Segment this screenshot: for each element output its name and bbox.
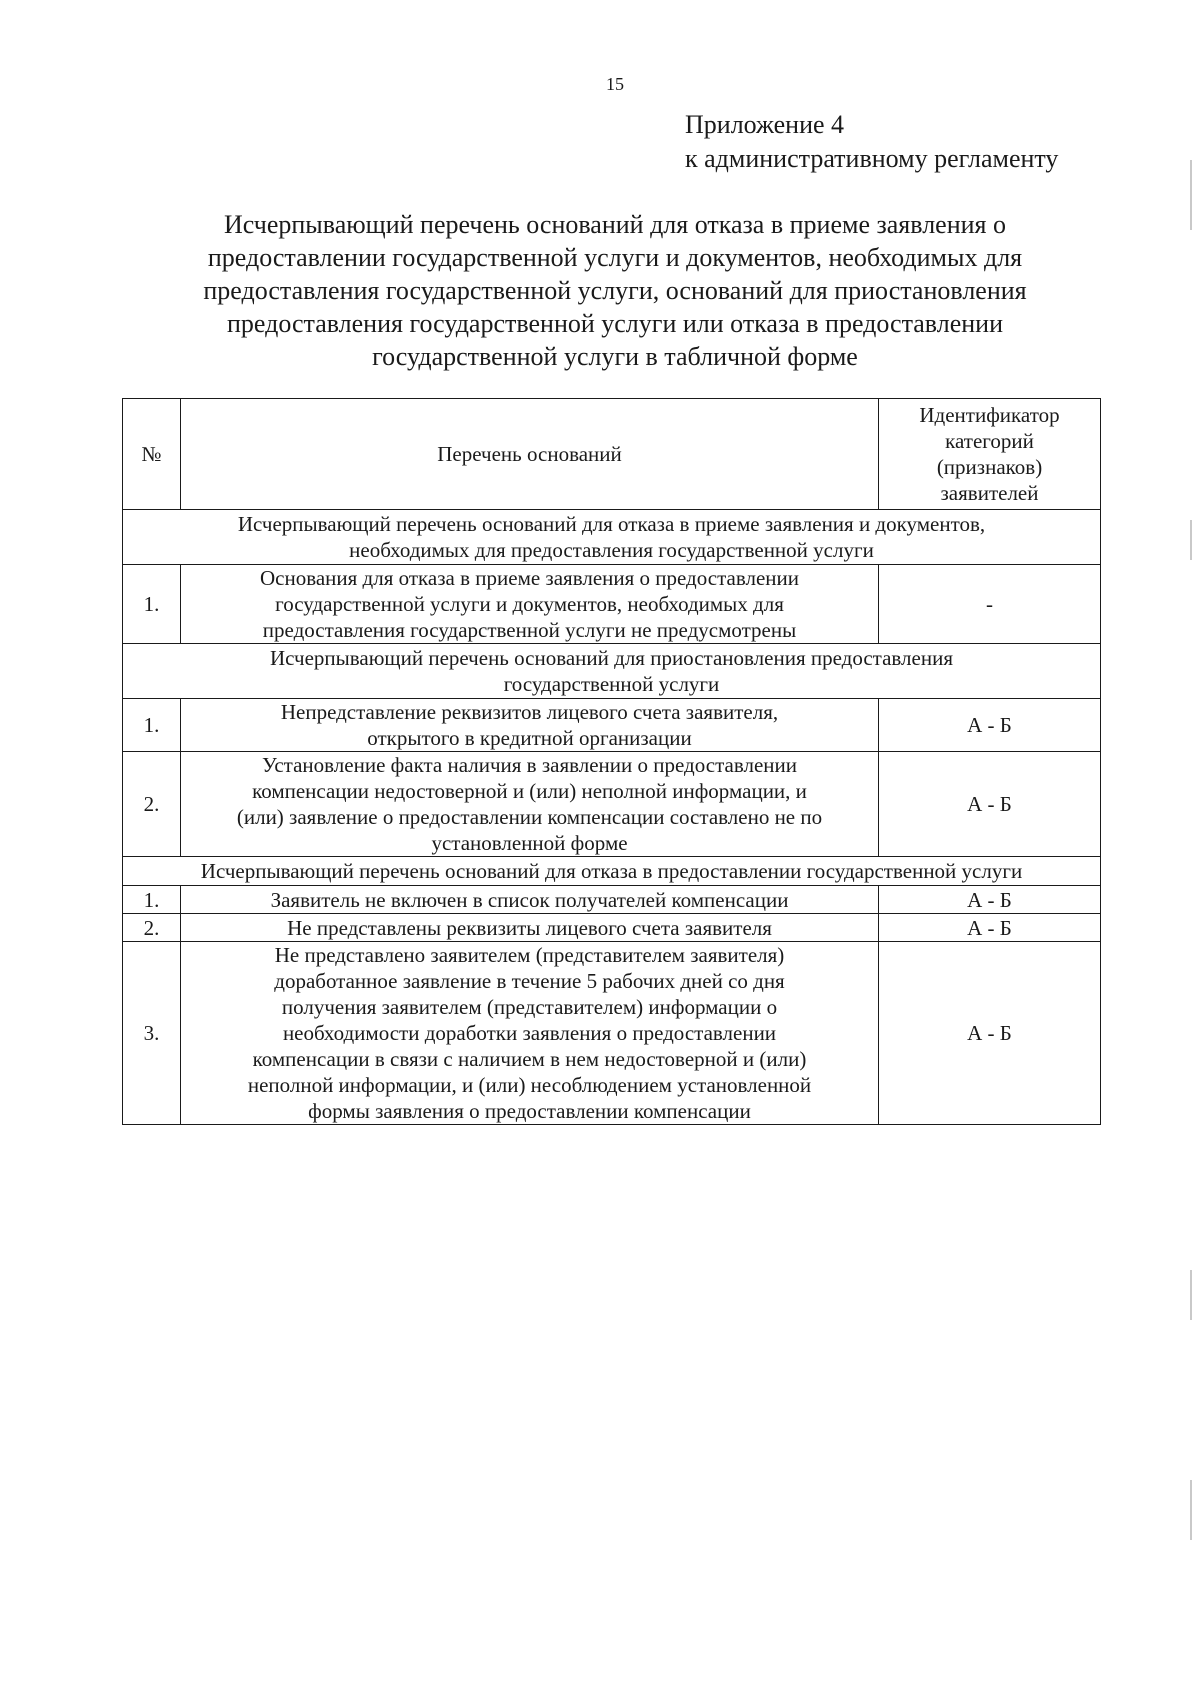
table-row: [123, 752, 1101, 857]
row-reason: [181, 699, 879, 752]
row-reason: [181, 886, 879, 914]
reason-line: Не представлено заявителем (представителем заявителя): [274, 943, 785, 967]
table-header-row: [123, 399, 1101, 510]
reason-line: Основания для отказа в приеме заявления о предоставлении: [259, 566, 799, 590]
reason-line: Непредставление реквизитов лицевого счета заявителя,: [280, 700, 779, 724]
table-row: [123, 886, 1101, 914]
title-line: государственной услуги в табличной форме: [372, 342, 858, 371]
section-heading-row: [123, 644, 1101, 699]
section-heading-row: [123, 857, 1101, 886]
appendix-line-2: к административному регламенту: [685, 144, 1059, 173]
reason-line: доработанное заявление в течение 5 рабочих дней со дня: [274, 969, 785, 993]
section-heading-reception: [123, 510, 1101, 565]
reason-line: Не представлены реквизиты лицевого счета заявителя: [287, 915, 772, 940]
header-applicant-id: [879, 399, 1101, 510]
row-number: 2.: [123, 914, 181, 942]
reason-line: формы заявления о предоставлении компенсации: [308, 1099, 751, 1123]
table-row: [123, 699, 1101, 752]
reason-line: компенсации в связи с наличием в нем недостоверной и (или): [252, 1047, 807, 1071]
title-line: предоставлении государственной услуги и документов, необходимых для: [207, 243, 1023, 272]
header-id-line: (признаков): [936, 455, 1043, 479]
section-heading-line: государственной услуги: [503, 672, 720, 696]
reason-line: получения заявителем (представителем) информации о: [281, 995, 778, 1019]
reason-line: Заявитель не включен в список получателей компенсации: [270, 887, 789, 912]
row-reason: [181, 942, 879, 1125]
section-heading-line: Исчерпывающий перечень оснований для приостановления предоставления: [269, 646, 953, 670]
row-number: 1.: [123, 886, 181, 914]
row-applicant-id: -: [879, 565, 1101, 644]
section-heading-line: необходимых для предоставления государственной услуги: [349, 538, 874, 562]
title-line: предоставления государственной услуги, оснований для приостановления: [203, 276, 1027, 305]
title-line: предоставления государственной услуги или отказа в предоставлении: [226, 309, 1003, 338]
row-reason: [181, 565, 879, 644]
header-id-line: Идентификатор: [919, 403, 1060, 427]
section-heading-row: [123, 510, 1101, 565]
scan-edge-mark: [1190, 1480, 1192, 1540]
header-id-line: заявителей: [940, 481, 1039, 505]
reason-line: необходимости доработки заявления о предоставлении: [282, 1021, 777, 1045]
reason-line: открытого в кредитной организации: [367, 726, 692, 750]
row-number: 1.: [123, 565, 181, 644]
document-title: [150, 208, 1080, 373]
row-applicant-id: А - Б: [879, 886, 1101, 914]
title-line: Исчерпывающий перечень оснований для отказа в приеме заявления о: [223, 210, 1006, 239]
reason-line: Установление факта наличия в заявлении о предоставлении: [262, 753, 797, 777]
table-row: [123, 942, 1101, 1125]
row-number: 3.: [123, 942, 181, 1125]
table-row: [123, 565, 1101, 644]
section-heading-refusal: [123, 857, 1101, 886]
reason-line: компенсации недостоверной и (или) неполной информации, и: [252, 779, 807, 803]
header-number: №: [123, 399, 181, 510]
appendix-heading: [685, 108, 1105, 176]
reason-line: неполной информации, и (или) несоблюдением установленной: [247, 1073, 812, 1097]
reason-line: установленной форме: [431, 831, 628, 855]
header-id-line: категорий: [945, 429, 1034, 453]
row-applicant-id: А - Б: [879, 752, 1101, 857]
row-applicant-id: А - Б: [879, 942, 1101, 1125]
reason-line: (или) заявление о предоставлении компенсации составлено не по: [236, 805, 823, 829]
row-reason: [181, 914, 879, 942]
row-applicant-id: А - Б: [879, 914, 1101, 942]
row-applicant-id: А - Б: [879, 699, 1101, 752]
row-number: 2.: [123, 752, 181, 857]
row-reason: [181, 752, 879, 857]
row-number: 1.: [123, 699, 181, 752]
scan-edge-mark: [1190, 160, 1192, 230]
scan-edge-mark: [1190, 1270, 1192, 1320]
table-row: [123, 914, 1101, 942]
reason-line: государственной услуги и документов, необходимых для: [275, 592, 784, 616]
section-heading-line: Исчерпывающий перечень оснований для отказа в предоставлении государственной услуги: [200, 859, 1023, 883]
appendix-line-1: Приложение 4: [685, 110, 845, 139]
section-heading-line: Исчерпывающий перечень оснований для отказа в приеме заявления и документов,: [237, 512, 986, 536]
reason-line: предоставления государственной услуги не предусмотрены: [262, 618, 797, 642]
grounds-table: [122, 398, 1101, 1125]
scan-edge-mark: [1190, 520, 1192, 560]
section-heading-suspension: [123, 644, 1101, 699]
header-reasons: Перечень оснований: [181, 399, 879, 510]
page-number: 15: [606, 74, 624, 94]
